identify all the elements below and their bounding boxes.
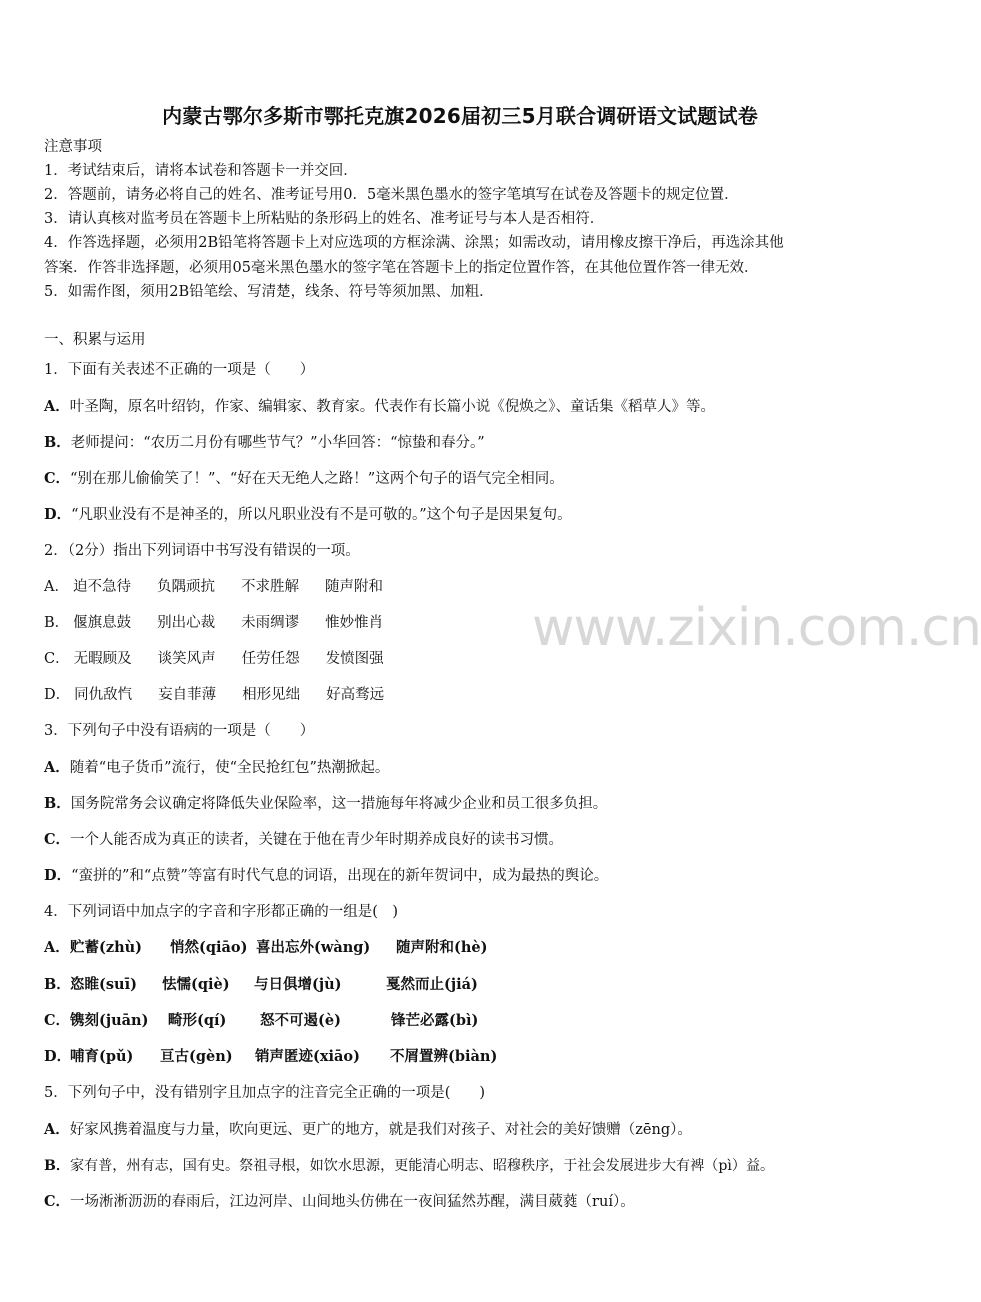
word: 亘古(gèn) — [160, 1048, 233, 1065]
option-text: “蛮拼的”和“点赞”等富有时代气息的词语，出现在的新年贺词中，成为最热的舆论。 — [71, 868, 609, 884]
word: 同仇敌忾 — [74, 687, 133, 703]
option-text: 一个人能否成为真正的读者，关键在于他在青少年时期养成良好的读书习惯。 — [70, 832, 564, 848]
q4-option-d — [44, 1047, 497, 1067]
word: 随声附和(hè) — [396, 939, 488, 956]
option-label: A． — [44, 1121, 70, 1138]
q3-option-b — [44, 794, 607, 814]
word: 镌刻(juān) — [70, 1012, 149, 1029]
option-label: B． — [44, 795, 71, 812]
q1-option-b — [44, 433, 485, 453]
word: 与日俱增(jù) — [254, 976, 342, 993]
word: 偃旗息鼓 — [73, 615, 132, 631]
q2-option-c — [44, 649, 410, 669]
word: 贮蓄(zhù) — [70, 939, 143, 956]
option-text: 叶圣陶，原名叶绍钧，作家、编辑家、教育家。代表作有长篇小说《倪焕之》、童话集《稻草人》等。 — [69, 399, 716, 415]
option-text: 家有普，州有志，国有史。祭祖寻根，如饮水思源，更能清心明志、昭穆秩序，于社会发展进步大有裨（pì）益。 — [70, 1158, 775, 1174]
option-label: C． — [44, 831, 71, 848]
word: 任劳任怨 — [241, 651, 300, 667]
word: 锋芒必露(bì) — [391, 1012, 479, 1029]
q4-option-a — [44, 938, 488, 958]
option-label: A． — [44, 579, 69, 595]
notice-heading: 注意事项 — [44, 139, 102, 155]
word: 哺育(pǔ) — [70, 1048, 134, 1065]
section-heading: 一、积累与运用 — [44, 332, 146, 348]
question-1-stem: 1．下面有关表述不正确的一项是（ ） — [44, 362, 315, 378]
q2-option-a — [44, 577, 409, 597]
word: 迫不急待 — [72, 579, 131, 595]
option-label: A． — [44, 759, 70, 776]
option-label: B． — [44, 976, 71, 993]
notice-item: 2．答题前，请务必将自己的姓名、准考证号用0．5毫米黑色墨水的签字笔填写在试卷及答题卡的规定位置． — [44, 187, 739, 203]
word: 戛然而止(jiá) — [386, 976, 478, 993]
notice-item: 1．考试结束后，请将本试卷和答题卡一并交回． — [44, 163, 358, 179]
watermark: www.zixin.com.cn — [532, 598, 981, 658]
option-label: C． — [44, 1012, 71, 1029]
question-4-stem: 4．下列词语中加点字的字音和字形都正确的一组是( ) — [44, 904, 399, 920]
option-text: 老师提问：“农历二月份有哪些节气？”小华回答：“惊蛰和春分。” — [70, 435, 485, 451]
word: 怒不可遏(è) — [260, 1012, 341, 1029]
option-label: B． — [44, 434, 71, 451]
word: 发愤图强 — [325, 651, 384, 667]
option-label: C． — [44, 1193, 71, 1210]
option-label: D． — [44, 687, 71, 703]
word: 喜出忘外(wàng) — [256, 939, 371, 956]
q5-option-a — [44, 1120, 692, 1140]
word: 未雨绸谬 — [241, 615, 300, 631]
option-label: B． — [44, 615, 70, 631]
word: 负隅顽抗 — [156, 579, 215, 595]
q4-option-c — [44, 1011, 478, 1031]
word: 恣睢(suī) — [70, 976, 137, 993]
option-text: “凡职业没有不是神圣的，所以凡职业没有不是可敬的。”这个句子是因果复句。 — [71, 507, 572, 523]
notice-item: 答案．作答非选择题，必须用05毫米黑色墨水的签字笔在答题卡上的指定位置作答，在其他位置作答一律无效． — [44, 260, 759, 276]
word: 怯懦(qiè) — [162, 976, 230, 993]
option-text: 好家风携着温度与力量，吹向更远、更广的地方，就是我们对孩子、对社会的美好馈赠（zēng）。 — [69, 1122, 692, 1138]
word: 好高骛远 — [326, 687, 385, 703]
word: 不求胜解 — [240, 579, 299, 595]
option-label: A． — [44, 939, 70, 956]
exam-title: 内蒙古鄂尔多斯市鄂托克旗2026届初三5月联合调研语文试题试卷 — [162, 104, 758, 128]
word: 无暇顾及 — [73, 651, 132, 667]
q1-option-c — [44, 469, 564, 489]
question-3-stem: 3．下列句子中没有语病的一项是（ ） — [44, 723, 315, 739]
option-text: 一场淅淅沥沥的春雨后，江边河岸、山间地头仿佛在一夜间猛然苏醒，满目葳蕤（ruí）。 — [70, 1194, 635, 1210]
word: 不屑置辨(biàn) — [390, 1048, 498, 1065]
word: 妄自菲薄 — [158, 687, 217, 703]
q3-option-c — [44, 830, 563, 850]
option-label: D． — [44, 1048, 72, 1065]
q1-option-a — [44, 397, 715, 417]
word: 惟妙惟肖 — [325, 615, 384, 631]
word: 随声附和 — [324, 579, 383, 595]
q2-option-d — [44, 685, 410, 705]
notice-item: 5．如需作图，须用2B铅笔绘、写清楚，线条、符号等须加黑、加粗． — [44, 284, 494, 300]
option-label: A． — [44, 398, 70, 415]
q5-option-b — [44, 1156, 774, 1176]
word: 悄然(qiāo) — [170, 939, 248, 956]
q1-option-d — [44, 505, 572, 525]
option-text: “别在那儿偷偷笑了！”、“好在天无绝人之路！”这两个句子的语气完全相同。 — [70, 471, 564, 487]
question-2-stem: 2．（2分）指出下列词语中书写没有错误的一项。 — [44, 543, 360, 559]
word: 别出心裁 — [157, 615, 216, 631]
option-label: C． — [44, 651, 70, 667]
word: 销声匿迹(xiāo) — [255, 1048, 360, 1065]
word: 相形见绌 — [242, 687, 301, 703]
option-text: 随着“电子货币”流行，使“全民抢红包”热潮掀起。 — [69, 760, 390, 776]
q5-option-c — [44, 1192, 635, 1212]
word: 谈笑风声 — [157, 651, 216, 667]
q2-option-b — [44, 613, 409, 633]
option-label: D． — [44, 506, 72, 523]
q3-option-a — [44, 758, 389, 778]
notice-item: 4．作答选择题，必须用2B铅笔将答题卡上对应选项的方框涂满、涂黑；如需改动，请用橡皮擦干净后，再选涂其他 — [44, 235, 784, 251]
option-label: C． — [44, 470, 71, 487]
notice-item: 3．请认真核对监考员在答题卡上所粘贴的条形码上的姓名、准考证号与本人是否相符． — [44, 211, 605, 227]
q4-option-b — [44, 975, 478, 995]
q3-option-d — [44, 866, 608, 886]
question-5-stem: 5．下列句子中，没有错别字且加点字的注音完全正确的一项是( ) — [44, 1085, 486, 1101]
option-label: B． — [44, 1158, 71, 1174]
option-text: 国务院常务会议确定将降低失业保险率，这一措施每年将减少企业和员工很多负担。 — [70, 796, 608, 812]
word: 畸形(qí) — [168, 1012, 227, 1029]
option-label: D． — [44, 867, 72, 884]
